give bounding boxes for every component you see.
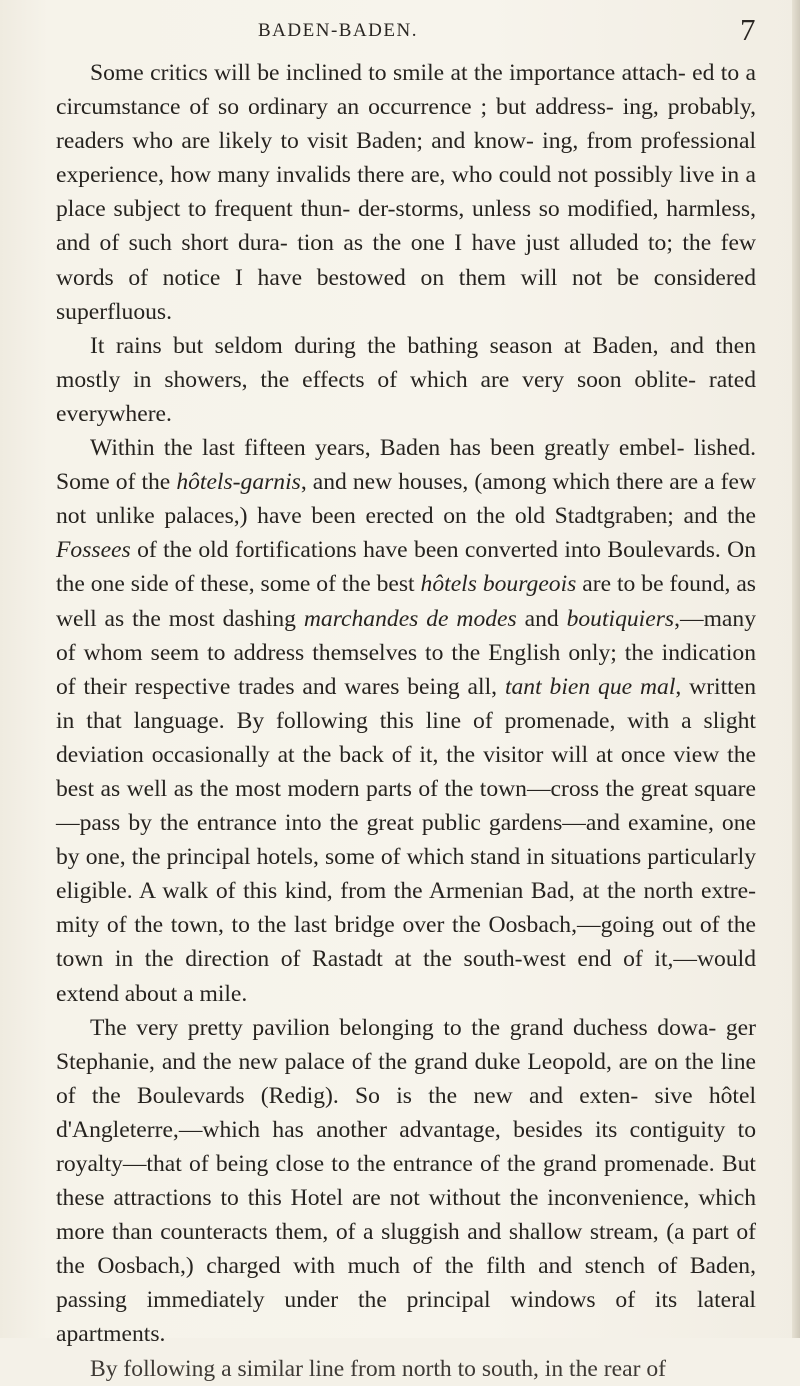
text-run: Some critics will be inclined to smile at the importance attach- ed to a circumstance of so ordinary an occurrence ; but address- ing, probably, readers who are likely to visit Baden; and know- ing, from professional experience, how many invalids there are, who could not possibly live in a place subject to frequent thun- der-storms, unless so modified, harmless, and of such short dura- tion as the one I have just alluded to; the few words of notice I have bestowed on them will not be considered superfluous. — [56, 60, 756, 325]
paragraph — [56, 1011, 756, 1352]
italic-term: tant bien que mal — [504, 673, 676, 700]
text-run: , written in that language. By following this line of promenade, with a slight deviation occasionally at the back of it, the visitor will at once view the best as well as the most modern parts of the town—cross the great square—pass by the entrance into the great public gardens—and examine, one by one, the principal hotels, some of which stand in situations particularly eligible. A walk of this kind, from the Armenian Bad, at the north extre- mity of the town, to the last bridge over the Oosbach,—going out of the town in the direction of Rastadt at the south-west end of it,—would extend about a mile. — [56, 673, 756, 1007]
text-run: ,—many of whom seem to address themselves to the English only; the indication of their respective trades and wares being all, — [56, 605, 756, 700]
italic-term: hôtels-garnis — [176, 469, 301, 496]
text-run: and — [516, 605, 567, 632]
paragraph — [56, 431, 756, 1011]
running-head: BADEN-BADEN. — [258, 20, 418, 41]
text-run: The very pretty pavilion belonging to the grand duchess dowa- ger Stephanie, and the new palace of the grand duke Leopold, are on the line of the Boulevards (Redig). So is the new and exten- sive hôtel d'Angleterre,—which has another advantage, besides its contiguity to royalty—that of being close to the entrance of the grand promenade. But these attractions to this Hotel are not without the inconvenience, which more than counteracts them, of a sluggish and shallow stream, (a part of the Oosbach,) charged with much of the filth and stench of Baden, passing immediately under the principal windows of its lateral apartments. — [56, 1014, 756, 1348]
page-header — [0, 12, 800, 46]
paragraph — [56, 329, 756, 431]
text-run: By following a similar line from north to south, in the rear of — [90, 1355, 666, 1382]
page-edge — [792, 0, 800, 1338]
text-run: of the old fortifications have been converted into Boulevards. On the one side of these, some of the best — [56, 537, 756, 598]
text-run: Within the last fifteen years, Baden has been greatly embel- lished. Some of the — [56, 435, 756, 496]
body-text — [56, 56, 756, 1386]
text-run: are to be found, as well as the most dashing — [56, 571, 756, 632]
paragraph — [56, 1352, 756, 1386]
page-number: 7 — [740, 12, 756, 47]
text-run: It rains but seldom during the bathing season at Baden, and then mostly in showers, the effects of which are very soon oblite- rated everywhere. — [56, 332, 756, 427]
italic-term: boutiquiers — [566, 605, 675, 632]
italic-term: marchandes de modes — [303, 605, 517, 632]
paragraph — [56, 56, 756, 329]
italic-term: Fossees — [56, 537, 131, 564]
text-run: , and new houses, (among which there are a few not unlike palaces,) have been erected on the old Stadtgraben; and the — [56, 469, 756, 530]
italic-term: hôtels bourgeois — [420, 571, 577, 598]
